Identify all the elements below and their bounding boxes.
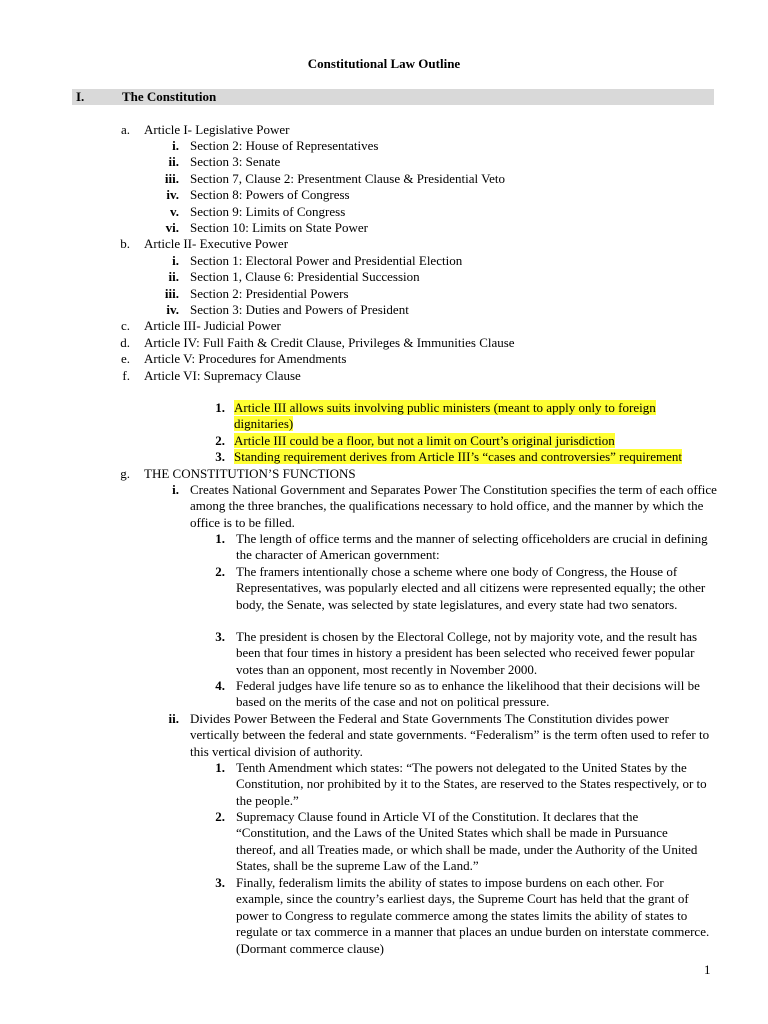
list-marker: a. xyxy=(120,122,130,137)
list-item: Section 1, Clause 6: Presidential Succession xyxy=(190,269,420,284)
list-marker: 1. xyxy=(215,400,225,415)
list-marker: c. xyxy=(120,318,130,333)
list-item: Section 2: Presidential Powers xyxy=(190,286,349,301)
list-marker: e. xyxy=(120,351,130,366)
list-item: Article V: Procedures for Amendments xyxy=(144,351,347,366)
list-item: Section 1: Electoral Power and Presidential Election xyxy=(190,253,463,268)
list-item: Section 9: Limits of Congress xyxy=(190,204,346,219)
list-item: The president is chosen by the Electoral College, not by majority vote, and the result has been that four times in history a president has been selected who received fewer popular votes than an opponent, most recently in November 2000. xyxy=(236,629,698,677)
list-item: Section 10: Limits on State Power xyxy=(190,220,369,235)
list-marker: i. xyxy=(172,138,179,153)
list-marker: iv. xyxy=(166,302,179,317)
list-item: Creates National Government and Separates Power The Constitution specifies the term of each office among the three branches, the qualifications necessary to hold office, and the manner by which the office is to be filled. xyxy=(190,482,717,530)
highlighted-note xyxy=(234,449,682,465)
list-item: Article I- Legislative Power xyxy=(144,122,290,137)
list-marker: ii. xyxy=(168,154,179,169)
list-item: Section 2: House of Representatives xyxy=(190,138,379,153)
page-number: 1 xyxy=(704,962,711,977)
list-item: Divides Power Between the Federal and State Governments The Constitution divides power vertically between the federal and state governments. “Federalism” is the term often used to refer to this vertical division of authority. xyxy=(190,711,710,759)
section-heading: The Constitution xyxy=(122,89,217,104)
list-marker: iv. xyxy=(166,187,179,202)
list-marker: iii. xyxy=(164,286,179,301)
list-marker: 3. xyxy=(215,629,225,644)
list-item: Supremacy Clause found in Article VI of the Constitution. It declares that the “Constitution, and the Laws of the United States which shall be made in Pursuance thereof, and all Treaties made, or which shall be made, under the Authority of the United States, shall be the supreme Law of the Land.” xyxy=(236,809,698,874)
list-item: Section 7, Clause 2: Presentment Clause & Presidential Veto xyxy=(190,171,505,186)
list-marker: vi. xyxy=(165,220,179,235)
highlighted-note-continuation xyxy=(234,416,293,432)
highlighted-note xyxy=(234,433,615,449)
list-item: Article IV: Full Faith & Credit Clause, Privileges & Immunities Clause xyxy=(144,335,515,350)
list-marker: ii. xyxy=(168,269,179,284)
highlight-text: Article III could be a floor, but not a limit on Court’s original jurisdiction xyxy=(234,433,615,448)
list-marker: 1. xyxy=(215,531,225,546)
list-item: Section 3: Senate xyxy=(190,154,281,169)
list-marker: i. xyxy=(172,482,179,497)
list-marker: ii. xyxy=(168,711,179,726)
highlighted-note xyxy=(234,400,656,416)
list-marker: i. xyxy=(172,253,179,268)
list-item: The framers intentionally chose a scheme where one body of Congress, the House of Representatives, was popularly elected and all citizens were represented equally; the other body, the Senate, was selected by state legislatures, and every state had two senators. xyxy=(236,564,706,612)
section-numeral: I. xyxy=(76,89,85,104)
list-item: Article II- Executive Power xyxy=(144,236,289,251)
list-item: The length of office terms and the manner of selecting officeholders are crucial in defining the character of American government: xyxy=(236,531,708,563)
list-item: Section 3: Duties and Powers of President xyxy=(190,302,409,317)
list-item: Article III- Judicial Power xyxy=(144,318,281,333)
list-marker: iii. xyxy=(164,171,179,186)
list-marker: f. xyxy=(122,368,130,383)
list-item: Federal judges have life tenure so as to enhance the likelihood that their decisions will be based on the merits of the case and not on political pressure. xyxy=(236,678,700,710)
list-item: Section 8: Powers of Congress xyxy=(190,187,350,202)
list-marker: 4. xyxy=(215,678,225,693)
list-marker: 2. xyxy=(215,809,225,824)
list-marker: v. xyxy=(169,204,179,219)
list-item: Article VI: Supremacy Clause xyxy=(144,368,301,383)
list-marker: 1. xyxy=(215,760,225,775)
list-marker: 3. xyxy=(215,875,225,890)
list-marker: d. xyxy=(120,335,130,350)
list-item: Tenth Amendment which states: “The powers not delegated to the United States by the Constitution, nor prohibited by it to the States, are reserved to the States respectively, or to the people.” xyxy=(236,760,707,808)
list-marker: 2. xyxy=(215,433,225,448)
list-marker: 3. xyxy=(215,449,225,464)
list-item: Finally, federalism limits the ability of states to impose burdens on each other. For example, since the country’s earliest days, the Supreme Court has held that the grant of power to Congress to regulate commerce among the states limits the ability of states to regulate or tax commerce in a manner that places an undue burden on interstate commerce. (Dormant commerce clause) xyxy=(236,875,710,956)
list-marker: g. xyxy=(120,466,130,481)
highlight-text: Article III allows suits involving public ministers (meant to apply only to foreign xyxy=(234,400,656,415)
document-title: Constitutional Law Outline xyxy=(307,56,461,71)
functions-heading: THE CONSTITUTION’S FUNCTIONS xyxy=(144,466,356,481)
highlight-text: dignitaries) xyxy=(234,416,294,431)
list-marker: b. xyxy=(120,236,130,251)
list-marker: 2. xyxy=(215,564,225,579)
highlight-text: Standing requirement derives from Article III’s “cases and controversies” requirement xyxy=(234,449,682,464)
